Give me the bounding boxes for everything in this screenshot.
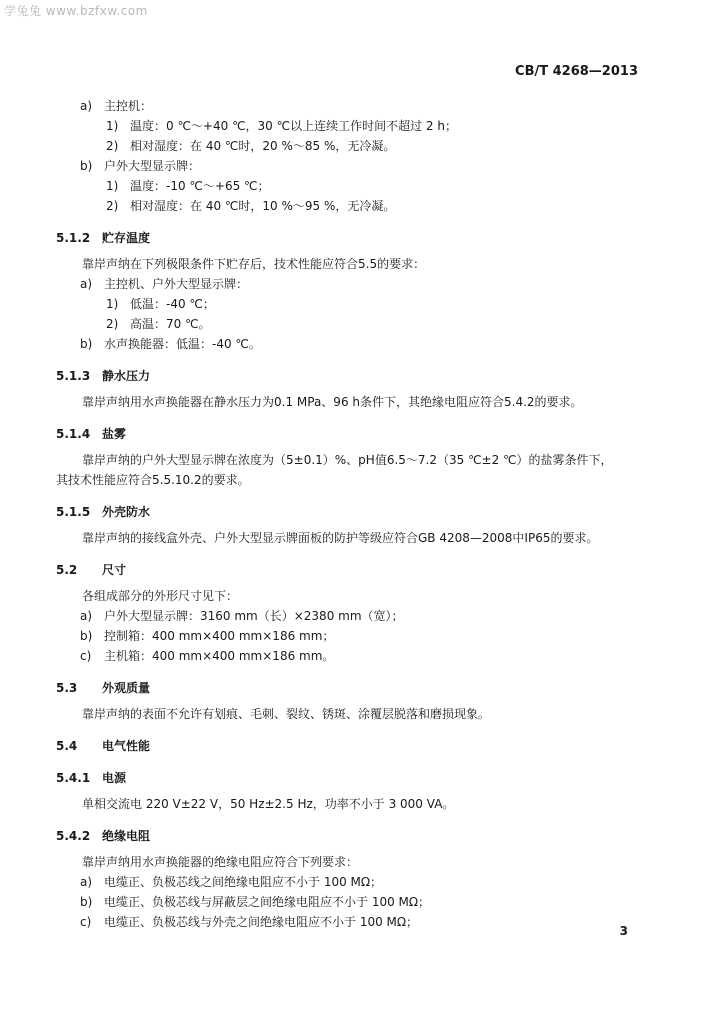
paragraph: 靠岸声纳在下列极限条件下贮存后，技术性能应符合5.5的要求： — [82, 257, 426, 271]
list-text: 控制箱：400 mm×400 mm×186 mm； — [104, 629, 335, 643]
list-item — [56, 96, 646, 116]
section-title: 电气性能 — [102, 739, 151, 753]
list-text: 电缆正、负极芯线与屏蔽层之间绝缘电阻应不小于 100 MΩ； — [104, 895, 431, 909]
section-title: 外壳防水 — [102, 505, 151, 519]
section-heading — [56, 502, 646, 522]
list-marker: c) — [80, 915, 92, 929]
sub-list-item — [56, 136, 646, 156]
section-number: 5.4 — [56, 739, 78, 753]
list-marker: a) — [80, 99, 93, 113]
list-marker: 1) — [106, 297, 119, 311]
list-text: 主控机： — [104, 99, 153, 113]
section-title: 尺寸 — [102, 563, 127, 577]
list-text: 主机箱：400 mm×400 mm×186 mm。 — [104, 649, 335, 663]
list-marker: 1) — [106, 119, 119, 133]
list-text: 温度：-10 ℃～+65 ℃； — [130, 179, 270, 193]
paragraph: 单相交流电 220 V±22 V，50 Hz±2.5 Hz，功率不小于 3 000 VA。 — [82, 797, 455, 811]
list-text: 低温：-40 ℃； — [130, 297, 215, 311]
list-marker: a) — [80, 609, 93, 623]
list-text: 高温：70 ℃。 — [130, 317, 211, 331]
standard-number: CB/T 4268—2013 — [515, 64, 638, 79]
sub-list-item — [56, 116, 646, 136]
list-marker: 2) — [106, 139, 119, 153]
section-number: 5.1.3 — [56, 369, 91, 383]
sub-list-item — [56, 314, 646, 334]
section-title: 外观质量 — [102, 681, 151, 695]
sub-list-item — [56, 294, 646, 314]
section-number: 5.2 — [56, 563, 78, 577]
list-marker: a) — [80, 875, 93, 889]
paragraph-continuation: 其技术性能应符合5.5.10.2的要求。 — [56, 473, 250, 487]
list-item — [56, 626, 646, 646]
list-item — [56, 334, 646, 354]
list-text: 电缆正、负极芯线与外壳之间绝缘电阻应不小于 100 MΩ； — [104, 915, 419, 929]
list-marker: a) — [80, 277, 93, 291]
section-number: 5.1.5 — [56, 505, 91, 519]
sub-list-item — [56, 196, 646, 216]
list-text: 相对湿度：在 40 ℃时，20 %～85 %，无冷凝。 — [130, 139, 396, 153]
list-text: 温度：0 ℃～+40 ℃，30 ℃以上连续工作时间不超过 2 h； — [130, 119, 457, 133]
list-item — [56, 606, 646, 626]
list-marker: b) — [80, 895, 93, 909]
watermark-text: 学兔兔 www.bzfxw.com — [4, 4, 148, 18]
section-heading — [56, 228, 646, 248]
section-heading — [56, 736, 646, 756]
list-text: 户外大型显示牌：3160 mm（长）×2380 mm（宽）； — [104, 609, 404, 623]
list-text: 户外大型显示牌： — [104, 159, 201, 173]
page-number: 3 — [619, 924, 628, 938]
section-heading — [56, 560, 646, 580]
list-item — [56, 872, 646, 892]
sub-list-item — [56, 176, 646, 196]
list-marker: 2) — [106, 199, 119, 213]
list-marker: b) — [80, 159, 93, 173]
list-item — [56, 646, 646, 666]
list-item — [56, 156, 646, 176]
section-title: 绝缘电阻 — [102, 829, 151, 843]
list-marker: b) — [80, 629, 93, 643]
list-text: 电缆正、负极芯线之间绝缘电阻应不小于 100 MΩ； — [104, 875, 383, 889]
list-text: 相对湿度：在 40 ℃时，10 %～95 %，无冷凝。 — [130, 199, 396, 213]
section-title: 电源 — [102, 771, 127, 785]
section-number: 5.4.2 — [56, 829, 91, 843]
paragraph: 靠岸声纳的表面不允许有划痕、毛刺、裂纹、锈斑、涂覆层脱落和磨损现象。 — [82, 707, 491, 721]
section-number: 5.1.4 — [56, 427, 91, 441]
paragraph: 各组成部分的外形尺寸见下： — [82, 589, 239, 603]
list-item — [56, 912, 646, 932]
paragraph: 靠岸声纳用水声换能器在静水压力为0.1 MPa、96 h条件下，其绝缘电阻应符合5.4.2的要求。 — [82, 395, 583, 409]
list-marker: 1) — [106, 179, 119, 193]
section-number: 5.1.2 — [56, 231, 91, 245]
list-text: 主控机、户外大型显示牌： — [104, 277, 249, 291]
paragraph: 靠岸声纳的接线盒外壳、户外大型显示牌面板的防护等级应符合GB 4208—2008中IP65的要求。 — [82, 531, 599, 545]
section-heading — [56, 826, 646, 846]
section-heading — [56, 366, 646, 386]
section-heading — [56, 768, 646, 788]
list-marker: c) — [80, 649, 92, 663]
list-marker: 2) — [106, 317, 119, 331]
list-item — [56, 892, 646, 912]
list-text: 水声换能器：低温：-40 ℃。 — [104, 337, 261, 351]
list-marker: b) — [80, 337, 93, 351]
document-body — [56, 96, 646, 932]
section-number: 5.4.1 — [56, 771, 91, 785]
section-title: 盐雾 — [102, 427, 127, 441]
section-heading — [56, 424, 646, 444]
section-title: 静水压力 — [102, 369, 151, 383]
section-heading — [56, 678, 646, 698]
paragraph: 靠岸声纳用水声换能器的绝缘电阻应符合下列要求： — [82, 855, 359, 869]
list-item — [56, 274, 646, 294]
paragraph: 靠岸声纳的户外大型显示牌在浓度为（5±0.1）%、pH值6.5～7.2（35 ℃±2 ℃）的盐雾条件下， — [82, 453, 613, 467]
section-number: 5.3 — [56, 681, 78, 695]
section-title: 贮存温度 — [102, 231, 151, 245]
